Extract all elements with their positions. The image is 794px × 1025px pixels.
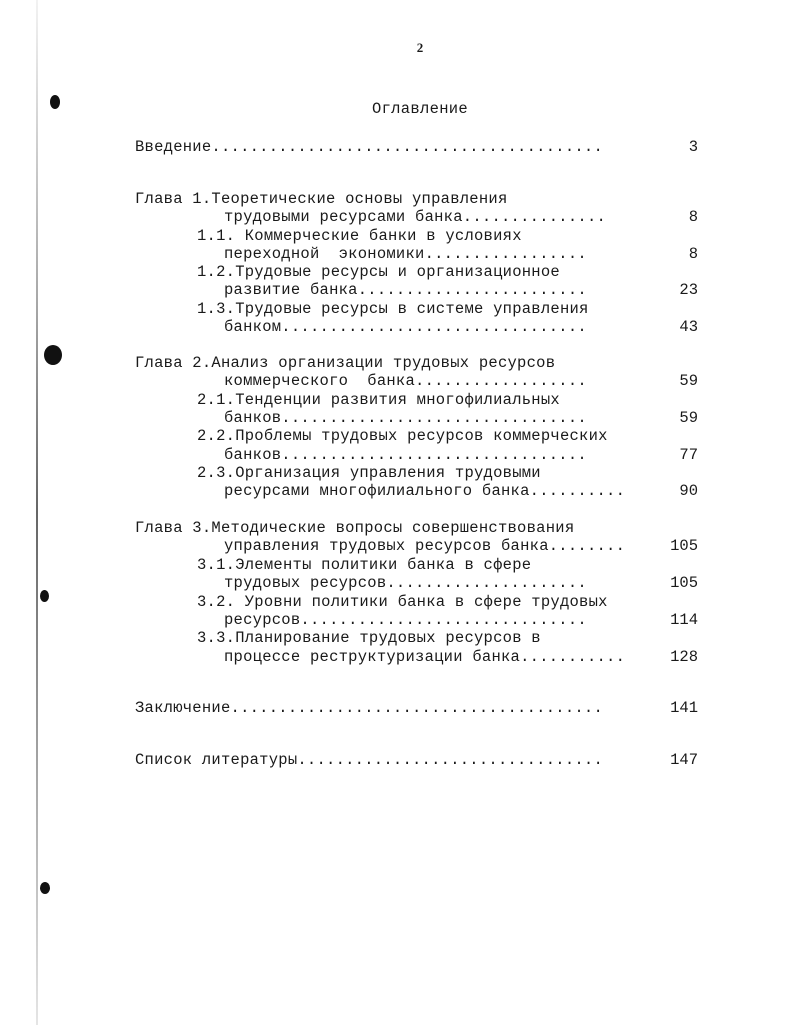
toc-page-number: 105	[670, 574, 698, 592]
toc-section-3-2-cont: ресурсов..............................	[224, 611, 587, 629]
toc-page-number: 105	[670, 537, 698, 555]
toc-page-number: 23	[679, 281, 698, 299]
toc-section-1-2-cont: развитие банка........................	[224, 281, 587, 299]
toc-page-number: 141	[670, 699, 698, 717]
toc-section-2-1: 2.1.Тенденции развития многофилиальных	[197, 391, 560, 409]
toc-page-number: 77	[679, 446, 698, 464]
toc-section-3-1-cont: трудовых ресурсов.....................	[224, 574, 587, 592]
toc-entry-introduction: Введение.........................................	[135, 138, 604, 156]
toc-chapter-2-cont: коммерческого банка..................	[224, 372, 587, 390]
toc-chapter-3: Глава 3.Методические вопросы совершенствования	[135, 519, 575, 537]
toc-page-number: 114	[670, 611, 698, 629]
toc-page-number: 59	[679, 409, 698, 427]
toc-chapter-2: Глава 2.Анализ организации трудовых ресурсов	[135, 354, 556, 372]
toc-entry-bibliography: Список литературы................................	[135, 751, 604, 769]
toc-section-2-3-cont: ресурсами многофилиального банка..........	[224, 482, 626, 500]
toc-chapter-3-cont: управления трудовых ресурсов банка........	[224, 537, 626, 555]
toc-section-1-3: 1.3.Трудовые ресурсы в системе управления	[197, 300, 589, 318]
toc-section-3-1: 3.1.Элементы политики банка в сфере	[197, 556, 532, 574]
toc-chapter-1-cont: трудовыми ресурсами банка...............	[224, 208, 607, 226]
toc-section-2-3: 2.3.Организация управления трудовыми	[197, 464, 541, 482]
toc-section-3-3-cont: процессе реструктуризации банка...........	[224, 648, 626, 666]
toc-page-number: 59	[679, 372, 698, 390]
ink-blot	[40, 882, 50, 894]
toc-title: Оглавление	[371, 100, 468, 118]
scan-edge-artifact	[36, 0, 38, 1025]
toc-page-number: 8	[688, 245, 698, 263]
ink-blot	[40, 590, 49, 602]
toc-section-3-3: 3.3.Планирование трудовых ресурсов в	[197, 629, 541, 647]
toc-page-number: 147	[670, 751, 698, 769]
toc-section-2-2-cont: банков................................	[224, 446, 587, 464]
toc-page-number: 43	[679, 318, 698, 336]
toc-page-number: 8	[688, 208, 698, 226]
toc-section-2-2: 2.2.Проблемы трудовых ресурсов коммерческих	[197, 427, 608, 445]
toc-section-1-1-cont: переходной экономики.................	[224, 245, 587, 263]
toc-page-number: 128	[670, 648, 698, 666]
toc-section-1-2: 1.2.Трудовые ресурсы и организационное	[197, 263, 560, 281]
ink-blot	[44, 345, 62, 365]
toc-chapter-1: Глава 1.Теоретические основы управления	[135, 190, 508, 208]
toc-section-2-1-cont: банков................................	[224, 409, 587, 427]
toc-entry-conclusion: Заключение.......................................	[135, 699, 604, 717]
toc-page-number: 3	[688, 138, 698, 156]
toc-section-1-3-cont: банком................................	[224, 318, 587, 336]
page-number: 2	[416, 40, 424, 55]
toc-section-1-1: 1.1. Коммерческие банки в условиях	[197, 227, 522, 245]
toc-page-number: 90	[679, 482, 698, 500]
toc-section-3-2: 3.2. Уровни политики банка в сфере трудовых	[197, 593, 608, 611]
